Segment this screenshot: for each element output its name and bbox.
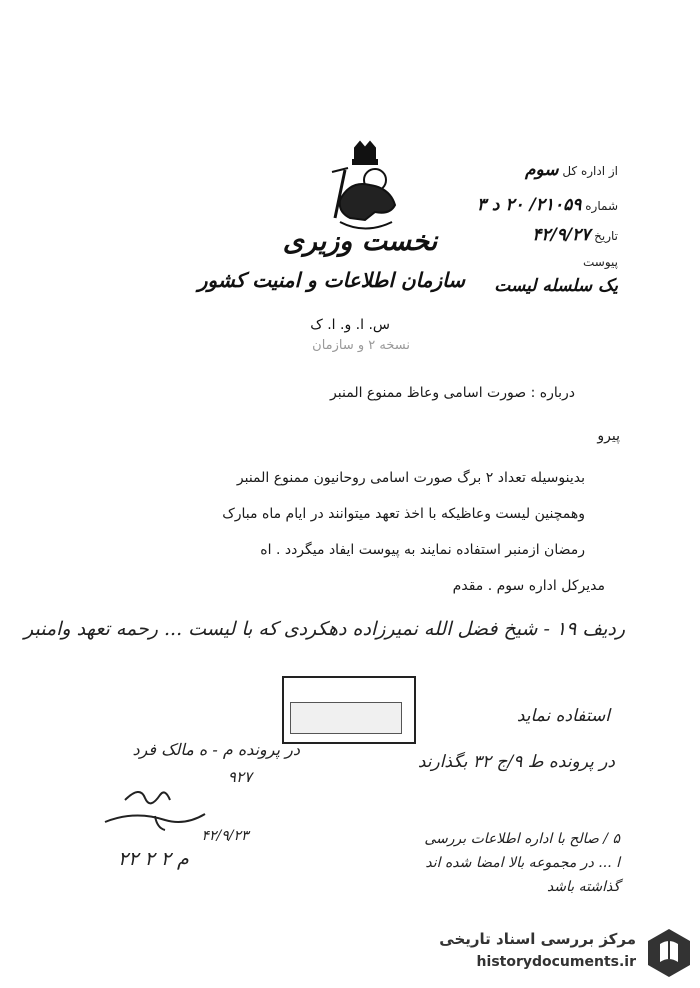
letterhead-title: نخست وزیری (282, 226, 438, 257)
handwritten-note-3-number: ۹۲۷ (227, 768, 253, 786)
reference-code: س. ا. و. ا. ک (310, 317, 390, 333)
body-line-3: رمضان ازمنبر استفاده نمایند به پیوست ایفاد میگردد . اه (260, 542, 585, 558)
recipient-line: پیرو (597, 428, 620, 444)
watermark-url: historydocuments.ir (476, 954, 636, 970)
faint-stamp-text: نسخه ۲ و سازمان (312, 338, 410, 353)
signature-line: مدیرکل اداره سوم . مقدم (452, 578, 605, 594)
body-line-1: بدینوسیله تعداد ۲ برگ صورت اسامی روحانیون ممنوع المنبر (236, 470, 585, 486)
attachment-label: پیوست (583, 255, 618, 269)
box-stamp (282, 676, 416, 744)
attachment-value: یک سلسله لیست (494, 276, 618, 296)
handwritten-date: ۴۲/۹/۲۳ (201, 828, 249, 844)
number-value: ۲۱۰۵۹/ ۲۰ د ۳ (476, 195, 582, 215)
watermark (430, 922, 700, 984)
office-value: سوم (524, 160, 559, 180)
office-field (525, 160, 618, 180)
letterhead-subtitle: سازمان اطلاعات و امنیت کشور (197, 268, 465, 292)
number-label: شماره (585, 199, 618, 213)
lion-and-sun-emblem-icon (320, 140, 410, 240)
number-field (477, 195, 618, 215)
handwritten-note-1: ردیف ۱۹ - شیخ فضل الله نمیرزاده دهکردی که با لیست ... رحمه تعهد وامنبر (24, 618, 625, 640)
handwritten-note-3: در پرونده م - ه مالک فرد (132, 740, 300, 759)
handwritten-note-5-line: گذاشته باشد (546, 879, 620, 895)
body-line-2: وهمچنین لیست وعاظیکه با اخذ تعهد میتوانند در ایام ماه مبارک (222, 506, 585, 522)
watermark-title: مرکز بررسی اسناد تاریخی (439, 930, 636, 948)
archive-logo-icon (644, 926, 694, 980)
handwritten-note-2: استفاده نماید (516, 706, 610, 726)
handwritten-note-5-line: ا ... در مجموعه بالا امضا شده اند (425, 855, 620, 871)
date-label: تاریخ (594, 229, 618, 243)
attachment-field (583, 255, 618, 269)
handwritten-note-5 (360, 827, 620, 899)
handwritten-numbers: ۲۲ ۲ ۲ م (118, 848, 189, 870)
office-label: از اداره کل (562, 164, 618, 178)
subject-line: درباره : صورت اسامی وعاظ ممنوع المنبر (330, 385, 575, 401)
handwritten-note-4: در پرونده ط ۹/ج ۳۲ بگذارند (417, 752, 615, 772)
box-stamp-inner (290, 702, 402, 734)
date-field (532, 225, 618, 245)
handwritten-note-5-line: ۵ / صالح با اداره اطلاعات بررسی (424, 831, 620, 847)
date-value: ۴۲/۹/۲۷ (532, 225, 591, 245)
